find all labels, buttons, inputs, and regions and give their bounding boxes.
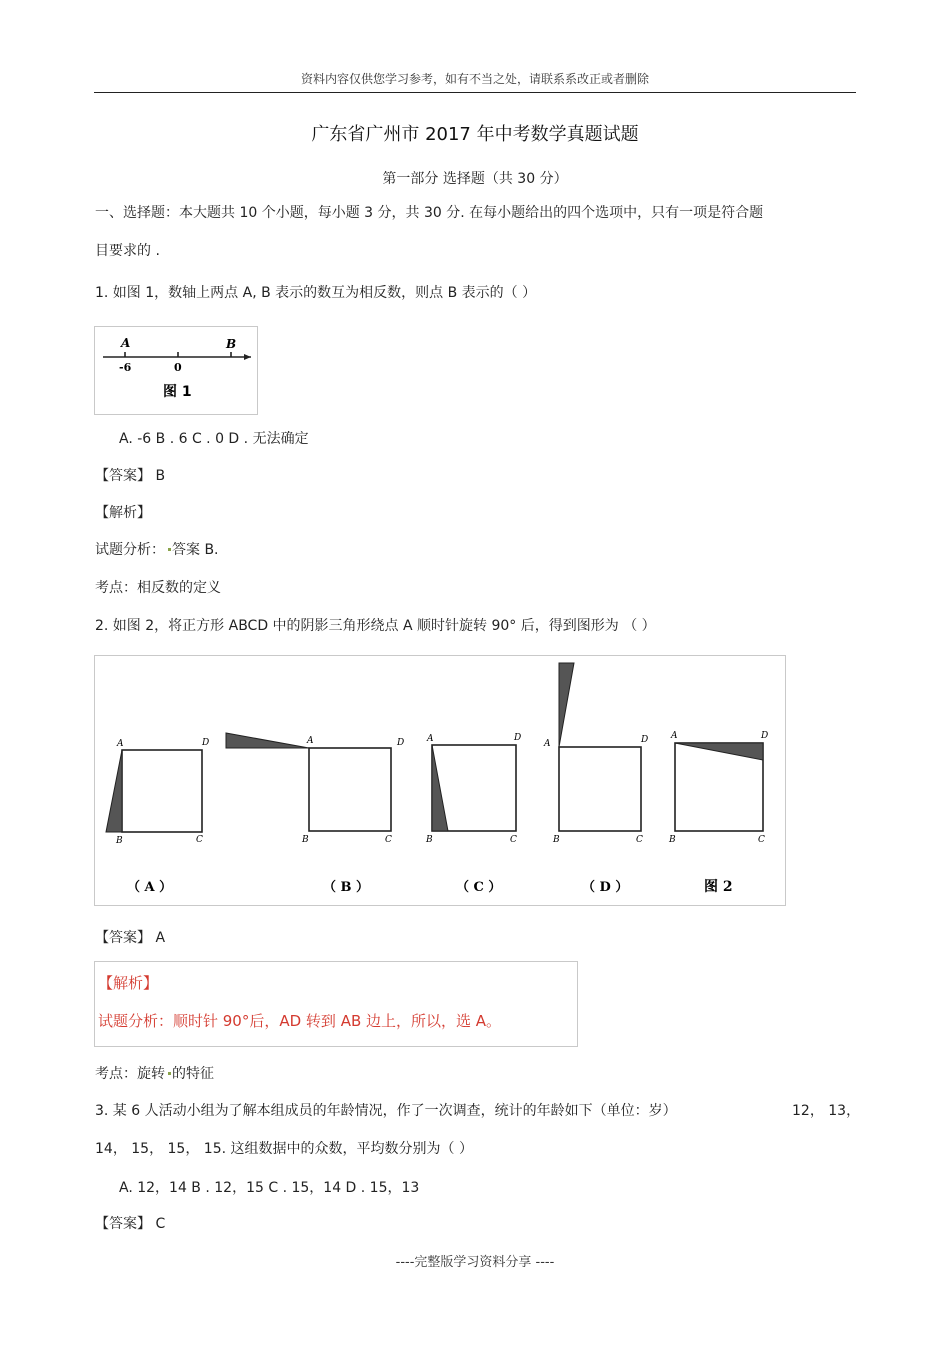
- svg-text:A: A: [427, 734, 434, 744]
- svg-text:C: C: [758, 835, 765, 845]
- q2-kaodian: 考点：旋转 的特征: [95, 1066, 214, 1082]
- q3-options: A. 12，14 B . 12，15 C . 15，14 D . 15，13: [119, 1180, 420, 1196]
- page-title: 广东省广州市 2017 年中考数学真题试题: [311, 124, 639, 145]
- tick-label-neg6: -6: [119, 361, 132, 374]
- header-note: 资料内容仅供您学习参考，如有不当之处，请联系系改正或者删除: [300, 72, 649, 86]
- shaded-triangle-b: [226, 733, 309, 748]
- svg-text:D: D: [397, 738, 405, 748]
- svg-text:D: D: [514, 733, 522, 743]
- header-divider: [94, 92, 856, 93]
- section-title: 第一部分 选择题（共 30 分）: [382, 171, 568, 187]
- q2-analysis-image: [94, 961, 578, 1047]
- intro-line-2: 目要求的 .: [95, 243, 160, 259]
- q3-stem-line-1: 3. 某 6 人活动小组为了解本组成员的年龄情况，作了一次调查，统计的年龄如下（单位：岁）: [95, 1103, 677, 1119]
- q3-stem-line-1-tail: 12， 13，: [792, 1103, 861, 1119]
- svg-text:D: D: [202, 738, 210, 748]
- dot-mark: [168, 548, 171, 551]
- figure-1-number-line: [94, 326, 258, 415]
- point-a-label: A: [121, 336, 131, 350]
- svg-text:D: D: [641, 735, 649, 745]
- option-c-figure: [425, 733, 521, 895]
- shaded-triangle-d: [559, 663, 574, 747]
- svg-text:D: D: [761, 731, 769, 741]
- svg-text:B: B: [302, 835, 309, 845]
- q1-answer: 【答案】 B: [95, 468, 166, 484]
- caption-c: （ C ）: [456, 880, 502, 895]
- tick-label-0: 0: [174, 361, 182, 374]
- q1-kaodian: 考点：相反数的定义: [95, 580, 221, 596]
- q3-stem-line-2: 14， 15， 15， 15. 这组数据中的众数，平均数分别为（ ）: [95, 1141, 473, 1157]
- svg-text:C: C: [510, 835, 517, 845]
- q1-analysis-label: 【解析】: [95, 505, 151, 521]
- shaded-triangle-a: [106, 750, 122, 832]
- number-line-arrow: [244, 354, 251, 360]
- svg-text:A: A: [544, 739, 551, 749]
- caption-figure-2: 图 2: [704, 879, 733, 895]
- figure-2-rotation-options: [94, 655, 786, 906]
- caption-d: （ D ）: [582, 880, 629, 895]
- figure-2-original: [668, 731, 768, 895]
- q1-stem: 1. 如图 1，数轴上两点 A, B 表示的数互为相反数，则点 B 表示的（ ）: [95, 285, 537, 301]
- svg-text:B: B: [553, 835, 560, 845]
- svg-text:B: B: [426, 835, 433, 845]
- svg-text:A: A: [671, 731, 678, 741]
- caption-a: （ A ）: [127, 880, 173, 895]
- q2-analysis-text: 试题分析：顺时针 90°后，AD 转到 AB 边上，所以，选 A。: [98, 1012, 502, 1030]
- q1-analysis-text: 试题分析： 答案 B.: [95, 542, 219, 558]
- option-b-figure: [226, 733, 404, 895]
- caption-b: （ B ）: [323, 880, 370, 895]
- svg-text:A: A: [307, 736, 314, 746]
- q2-analysis-label: 【解析】: [98, 974, 159, 992]
- page-footer: ----完整版学习资料分享 ----: [395, 1255, 555, 1270]
- point-b-label: B: [226, 337, 237, 351]
- q2-stem: 2. 如图 2，将正方形 ABCD 中的阴影三角形绕点 A 顺时针旋转 90° 后，得到图形为 （ ）: [95, 618, 656, 634]
- shaded-triangle-original: [675, 743, 763, 760]
- dot-mark: [168, 1072, 171, 1075]
- option-d-figure: [543, 663, 648, 895]
- q3-answer: 【答案】 C: [95, 1216, 166, 1232]
- svg-text:C: C: [385, 835, 392, 845]
- svg-text:C: C: [196, 835, 203, 845]
- figure-1-caption: 图 1: [163, 384, 192, 400]
- option-a-figure: [106, 738, 209, 895]
- svg-text:C: C: [636, 835, 643, 845]
- q2-answer: 【答案】 A: [95, 930, 166, 946]
- svg-text:A: A: [117, 739, 124, 749]
- shaded-triangle-c: [432, 745, 448, 831]
- svg-text:B: B: [669, 835, 676, 845]
- intro-line-1: 一、选择题：本大题共 10 个小题，每小题 3 分，共 30 分. 在每小题给出的四个选项中，只有一项是符合题: [95, 205, 764, 221]
- svg-text:B: B: [116, 836, 123, 846]
- q1-options: A. -6 B . 6 C . 0 D . 无法确定: [119, 431, 309, 447]
